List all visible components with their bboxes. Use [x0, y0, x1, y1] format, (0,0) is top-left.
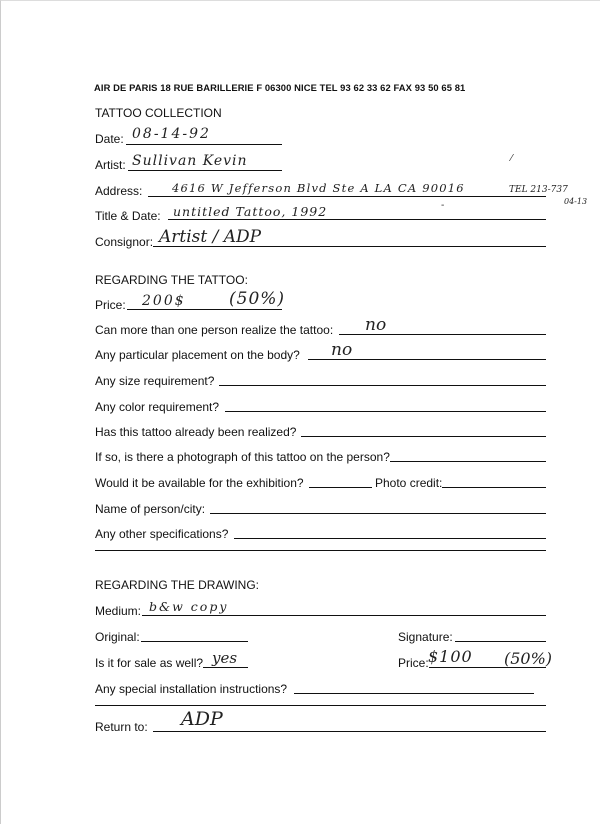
- other-specs-line[interactable]: [234, 538, 546, 539]
- photo-credit-line[interactable]: [442, 487, 546, 488]
- drawing-price-value: $100: [428, 647, 473, 666]
- more-than-one-question: Can more than one person realize the tattoo:: [95, 323, 334, 337]
- return-to-value: ADP: [181, 708, 223, 730]
- return-to-label: Return to:: [95, 720, 148, 734]
- title-date-value: untitled Tattoo, 1992: [173, 204, 328, 219]
- more-than-one-answer: no: [365, 315, 387, 335]
- tattoo-price-label: Price:: [95, 298, 126, 312]
- drawing-price-share: (50%): [504, 649, 553, 668]
- signature-line[interactable]: [455, 641, 546, 642]
- placement-answer: no: [331, 340, 353, 360]
- signature-label: Signature:: [398, 630, 453, 644]
- installation-line[interactable]: [294, 693, 534, 694]
- artist-value: Sullivan Kevin: [132, 153, 248, 169]
- realized-line[interactable]: [301, 436, 546, 437]
- tattoo-price-value: 200$: [142, 293, 186, 309]
- collection-title: TATTOO COLLECTION: [95, 106, 222, 120]
- for-sale-line[interactable]: [203, 667, 248, 668]
- name-city-line[interactable]: [210, 513, 546, 514]
- artist-line[interactable]: [128, 170, 282, 171]
- consignor-label: Consignor:: [95, 235, 154, 249]
- photograph-line[interactable]: [390, 461, 546, 462]
- address-line[interactable]: [148, 196, 546, 197]
- dash-mark: -: [441, 200, 445, 211]
- address-label: Address:: [95, 184, 143, 198]
- other-specs-line-2[interactable]: [95, 550, 546, 551]
- available-question: Would it be available for the exhibition?: [95, 476, 304, 490]
- tattoo-price-share: (50%): [229, 289, 286, 309]
- artist-label: Artist:: [95, 158, 126, 172]
- color-question: Any color requirement?: [95, 400, 220, 414]
- for-sale-value: yes: [212, 649, 238, 667]
- placement-question: Any particular placement on the body?: [95, 348, 300, 362]
- installation-label: Any special installation instructions?: [95, 682, 288, 696]
- consignor-value: Artist / ADP: [159, 227, 262, 247]
- original-line[interactable]: [141, 641, 248, 642]
- medium-label: Medium:: [95, 604, 142, 618]
- address-tel: TEL 213-737: [509, 185, 568, 195]
- medium-line[interactable]: [142, 615, 546, 616]
- medium-value: b&w copy: [149, 599, 229, 614]
- title-date-label: Title & Date:: [95, 209, 161, 223]
- return-to-line[interactable]: [153, 731, 546, 732]
- realized-question: Has this tattoo already been realized?: [95, 425, 297, 439]
- photograph-question: If so, is there a photograph of this tattoo on the person?: [95, 450, 390, 464]
- installation-line-2[interactable]: [95, 705, 546, 706]
- address-value: 4616 W Jefferson Blvd Ste A LA CA 90016: [172, 181, 465, 195]
- color-line[interactable]: [225, 411, 546, 412]
- available-line[interactable]: [309, 487, 372, 488]
- tattoo-section-heading: REGARDING THE TATTOO:: [95, 273, 248, 287]
- date-label: Date:: [95, 132, 124, 146]
- name-city-question: Name of person/city:: [95, 502, 206, 516]
- drawing-section-heading: REGARDING THE DRAWING:: [95, 578, 260, 592]
- original-label: Original:: [95, 630, 140, 644]
- size-question: Any size requirement?: [95, 374, 215, 388]
- tattoo-price-line[interactable]: [127, 309, 282, 310]
- size-line[interactable]: [219, 385, 546, 386]
- drawing-price-label: Price:: [398, 656, 429, 670]
- tick-mark: ⁄: [511, 153, 513, 164]
- other-specs-question: Any other specifications?: [95, 527, 229, 541]
- address-tel-ext: 04-13: [564, 197, 588, 206]
- gallery-header: AIR DE PARIS 18 RUE BARILLERIE F 06300 NICE TEL 93 62 33 62 FAX 93 50 65 81: [94, 82, 466, 93]
- date-value: 08-14-92: [132, 126, 211, 142]
- photo-credit-label: Photo credit:: [375, 476, 443, 490]
- date-line[interactable]: [126, 144, 282, 145]
- for-sale-label: Is it for sale as well?: [95, 656, 204, 670]
